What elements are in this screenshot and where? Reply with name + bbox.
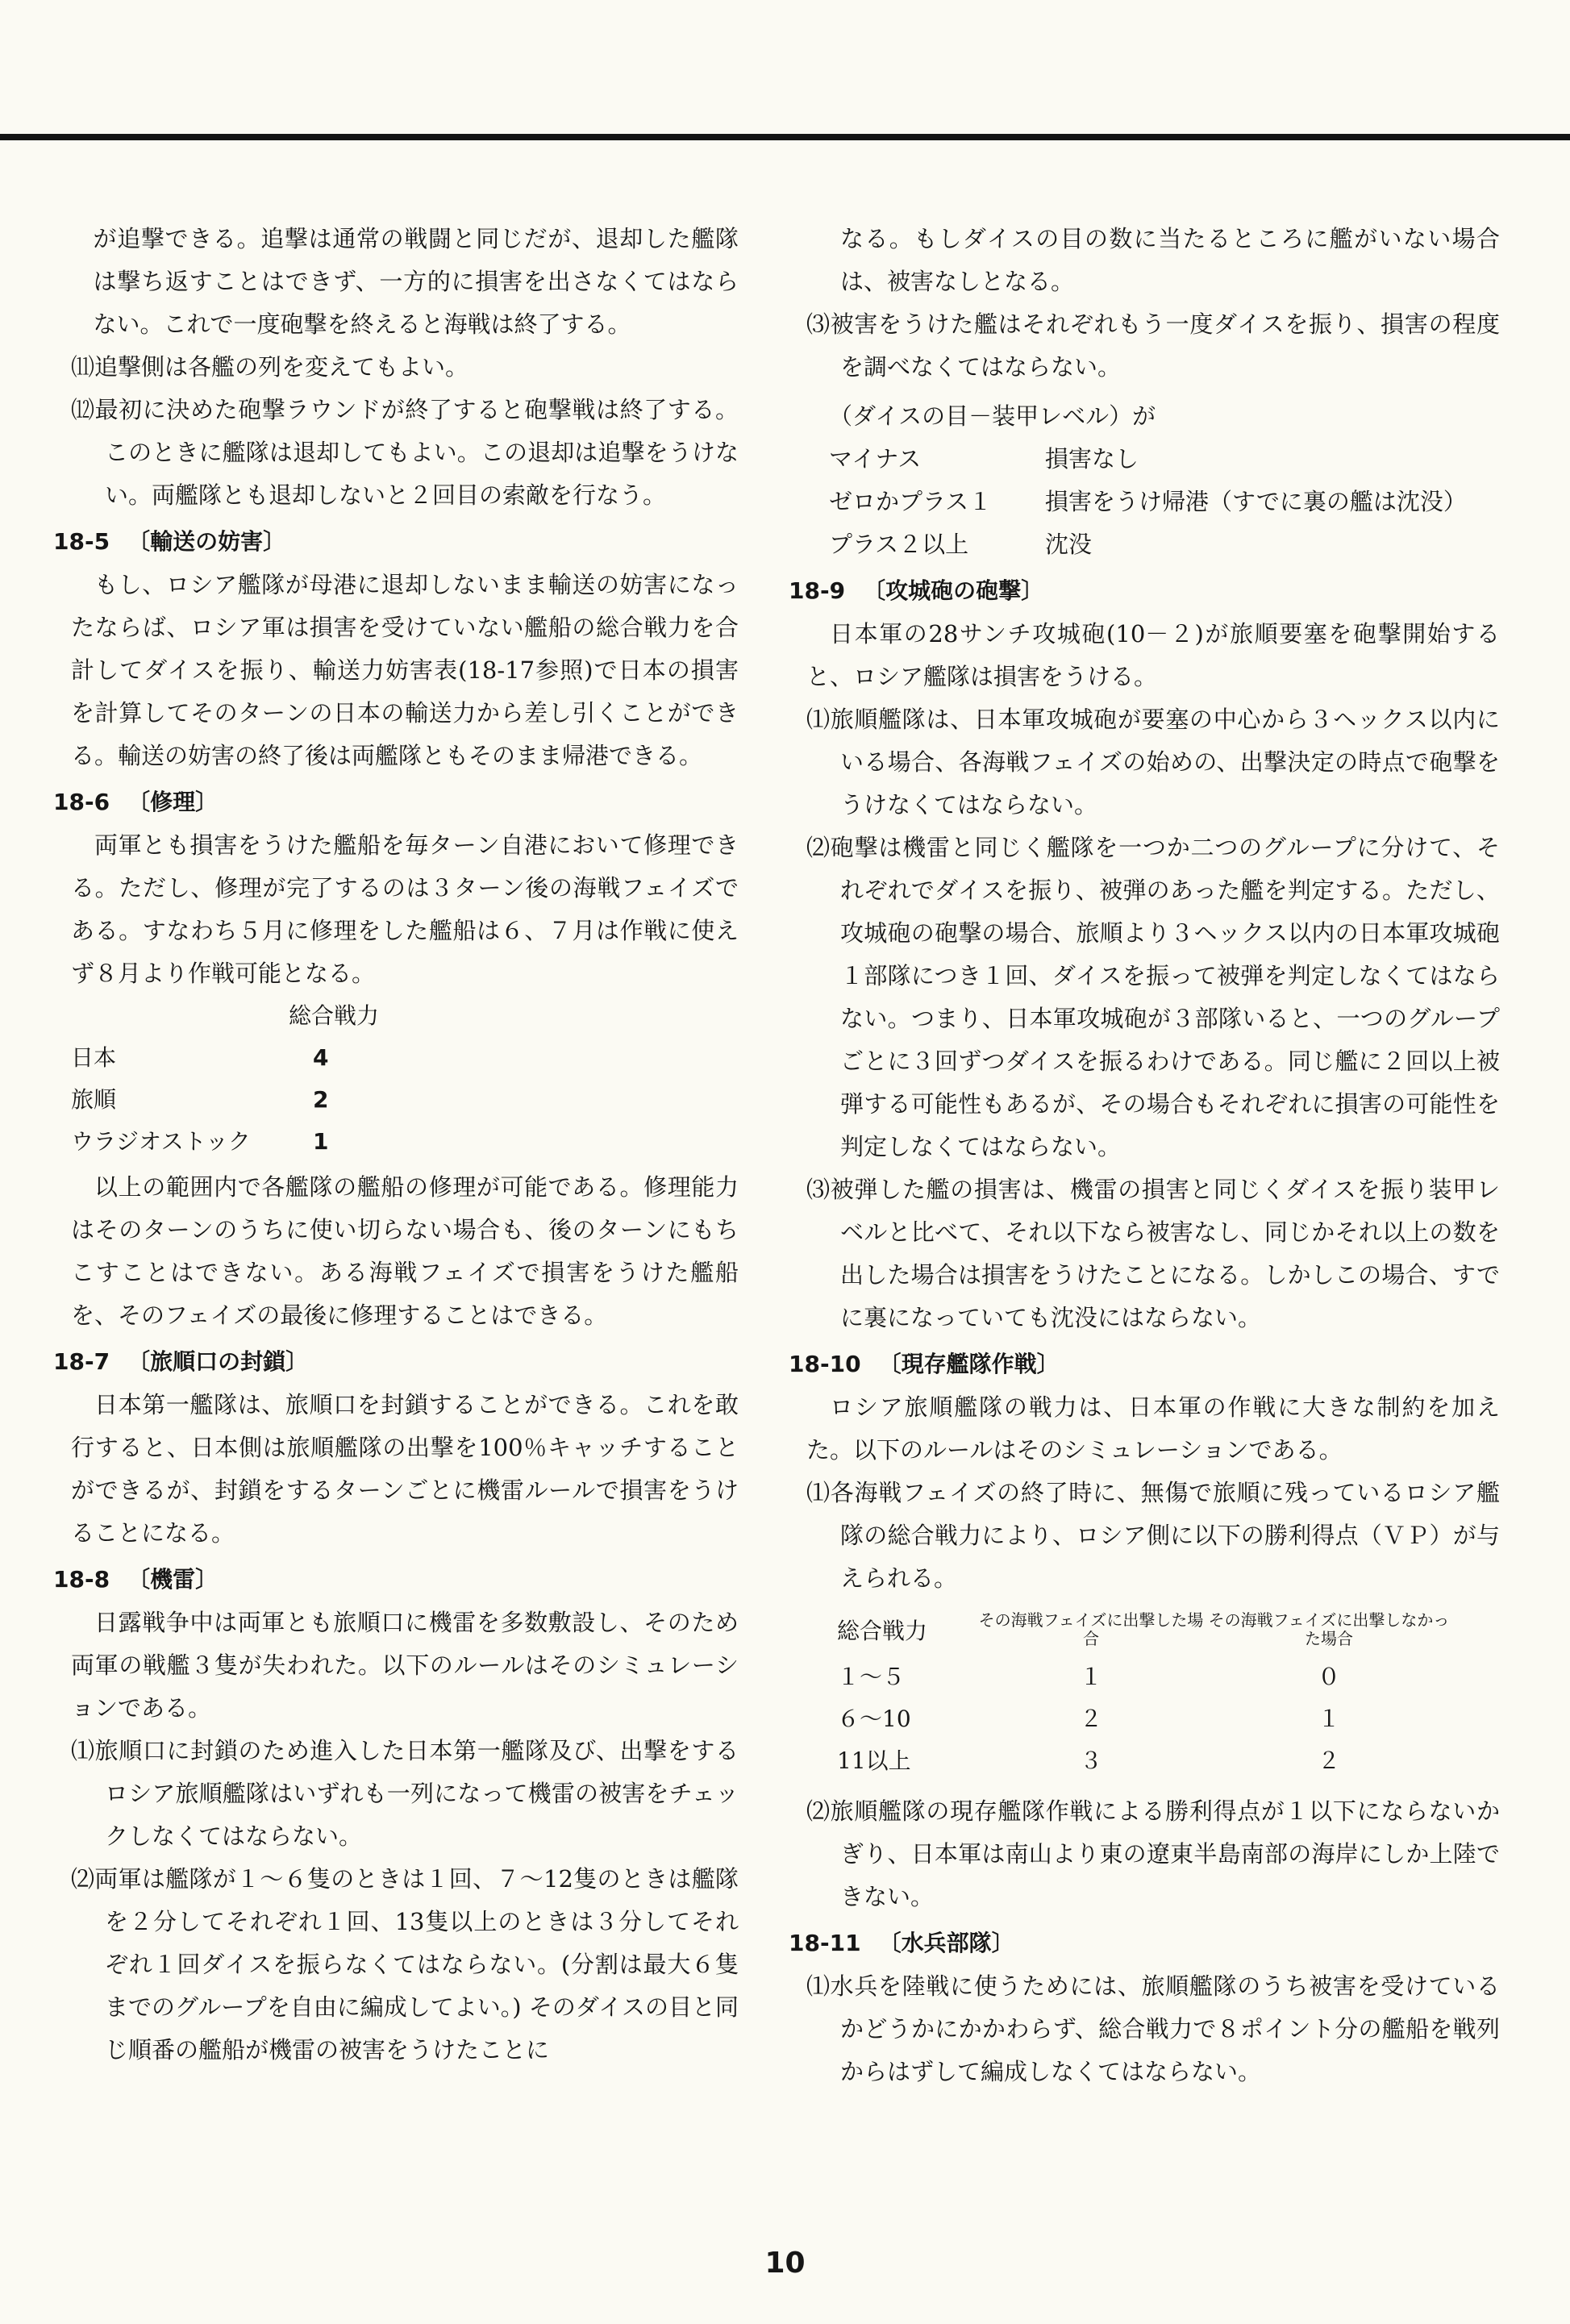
list-item: ⑵砲撃は機雷と同じく艦隊を一つか二つのグループに分けて、それぞれでダイスを振り、被弾のあった艦を判定する。ただし、攻城砲の砲撃の場合、旅順より３ヘックス以内の日本軍攻城砲１部隊につき１回、ダイスを振って被弾を判定しなくてはならない。つまり、日本軍攻城砲が３部隊いると、一つのグループごとに３回ずつダイスを振るわけである。同じ艦に２回以上被弾する可能性もあるが、その場合もそれぞれに損害の可能性を判定しなくてはならない。 (806, 834, 1500, 1160)
section-heading-18-6: 18-6 〔修理〕 (53, 789, 219, 815)
list-item: ⑶被弾した艦の損害は、機雷の損害と同じくダイスを振り装甲レベルと比べて、それ以下なら被害なし、同じかそれ以上の数を出した場合は損害をうけたことになる。しかしこの場合、すでに裏になっていても沈没にはならない。 (806, 1176, 1500, 1331)
dice-caption: （ダイスの目－装甲レベル）が (829, 402, 1156, 430)
table-row: 11以上 ３ ２ (837, 1747, 1340, 1774)
table-row: ゼロかプラス１ 損害をうけ帰港（すでに裏の艦は沈没） (829, 488, 1467, 515)
list-item: ⑴旅順艦隊は、日本軍攻城砲が要塞の中心から３ヘックス以内にいる場合、各海戦フェイズの始めの、出撃決定の時点で砲撃をうけなくてはならない。 (806, 706, 1500, 818)
table-caption: 総合戦力 (289, 1002, 380, 1029)
list-item: ⑶被害をうけた艦はそれぞれもう一度ダイスを振り、損害の程度を調べなくてはならない。 (806, 310, 1500, 381)
page-number: 10 (764, 2247, 806, 2280)
paragraph: 両軍とも損害をうけた艦船を毎ターン自港において修理できる。ただし、修理が完了するのは３ターン後の海戦フェイズである。すなわち５月に修理をした艦船は６、７月は作戦に使えず８月より作戦可能となる。 (71, 831, 739, 987)
table-header-row: 総合戦力 その海戦フェイズに出撃した場合 その海戦フェイズに出撃しなかった場合 (837, 1610, 1450, 1648)
top-rule (0, 134, 1570, 140)
paragraph: なる。もしダイスの目の数に当たるところに艦がいない場合は、被害なしとなる。 (840, 225, 1500, 295)
right-column (789, 218, 1500, 2093)
section-heading-18-11: 18-11 〔水兵部隊〕 (789, 1930, 1014, 1956)
paragraph: 日本軍の28サンチ攻城砲(10－２)が旅順要塞を砲撃開始すると、ロシア艦隊は損害をうける。 (806, 620, 1500, 690)
paragraph: ロシア旅順艦隊の戦力は、日本軍の作戦に大きな制約を加えた。以下のルールはそのシミュレーションである。 (806, 1393, 1500, 1464)
table-row: ウラジオストック 1 (71, 1128, 329, 1155)
left-column (53, 218, 739, 2072)
section-heading-18-7: 18-7 〔旅順口の封鎖〕 (53, 1348, 309, 1375)
section-heading-18-8: 18-8 〔機雷〕 (53, 1566, 219, 1593)
list-item: ⑴水兵を陸戦に使うためには、旅順艦隊のうち被害を受けているかどうかにかかわらず、総合戦力で８ポイント分の艦船を戦列からはずして編成しなくてはならない。 (806, 1972, 1500, 2085)
paragraph: が追撃できる。追撃は通常の戦闘と同じだが、退却した艦隊は撃ち返すことはできず、一方的に損害を出さなくてはならない。これで一度砲撃を終えると海戦は終了する。 (93, 225, 739, 338)
list-item: ⑿最初に決めた砲撃ラウンドが終了すると砲撃戦は終了する。このときに艦隊は退却してもよい。この退却は追撃をうけない。両艦隊とも退却しないと２回目の索敵を行なう。 (71, 396, 739, 509)
list-item: ⑾追撃側は各艦の列を変えてもよい。 (71, 353, 469, 381)
table-row: ６～10 ２ １ (837, 1706, 1340, 1732)
table-row: １～５ １ ０ (837, 1664, 1340, 1690)
list-item: ⑴各海戦フェイズの終了時に、無傷で旅順に残っているロシア艦隊の総合戦力により、ロシア側に以下の勝利得点（ＶＰ）が与えられる。 (806, 1479, 1500, 1592)
table-row: 日本 4 (71, 1044, 329, 1071)
paragraph: 日本第一艦隊は、旅順口を封鎖することができる。これを敢行すると、日本側は旅順艦隊の出撃を100％キャッチすることができるが、封鎖をするターンごとに機雷ルールで損害をうけることになる。 (71, 1391, 739, 1547)
list-item: ⑵旅順艦隊の現存艦隊作戦による勝利得点が１以下にならないかぎり、日本軍は南山より東の遼東半島南部の海岸にしか上陸できない。 (806, 1797, 1500, 1910)
section-heading-18-9: 18-9 〔攻城砲の砲撃〕 (789, 577, 1044, 604)
table-row: 旅順 2 (71, 1086, 329, 1113)
table-row: マイナス 損害なし (829, 445, 1139, 473)
paragraph: もし、ロシア艦隊が母港に退却しないまま輸送の妨害になったならば、ロシア軍は損害を受けていない艦船の総合戦力を合計してダイスを振り、輸送力妨害表(18-17参照)で日本の損害を計算してそのターンの日本の輸送力から差し引くことができる。輸送の妨害の終了後は両艦隊ともそのまま帰港できる。 (71, 571, 739, 769)
list-item: ⑴旅順口に封鎖のため進入した日本第一艦隊及び、出撃をするロシア旅順艦隊はいずれも一列になって機雷の被害をチェックしなくてはならない。 (71, 1737, 739, 1850)
list-item: ⑵両軍は艦隊が１〜６隻のときは１回、７〜12隻のときは艦隊を２分してそれぞれ１回、13隻以上のときは３分してそれぞれ１回ダイスを振らなくてはならない。(分割は最大６隻までのグループを自由に編成してよい。) そのダイスの目と同じ順番の艦船が機雷の被害をうけたことに (71, 1865, 739, 2064)
paragraph: 以上の範囲内で各艦隊の艦船の修理が可能である。修理能力はそのターンのうちに使い切らない場合も、後のターンにもちこすことはできない。ある海戦フェイズで損害をうけた艦船を、そのフェイズの最後に修理することはできる。 (71, 1173, 739, 1329)
table-row: プラス２以上 沈没 (829, 531, 1093, 558)
victory-point-table (837, 1605, 1500, 1780)
section-heading-18-10: 18-10 〔現存艦隊作戦〕 (789, 1351, 1060, 1377)
paragraph: 日露戦争中は両軍とも旅順口に機雷を多数敷設し、そのため両軍の戦艦３隻が失われた。以下のルールはそのシミュレーションである。 (71, 1609, 739, 1722)
dice-result-table (829, 395, 1500, 566)
strength-table (71, 995, 739, 1163)
section-heading-18-5: 18-5 〔輸送の妨害〕 (53, 528, 286, 555)
